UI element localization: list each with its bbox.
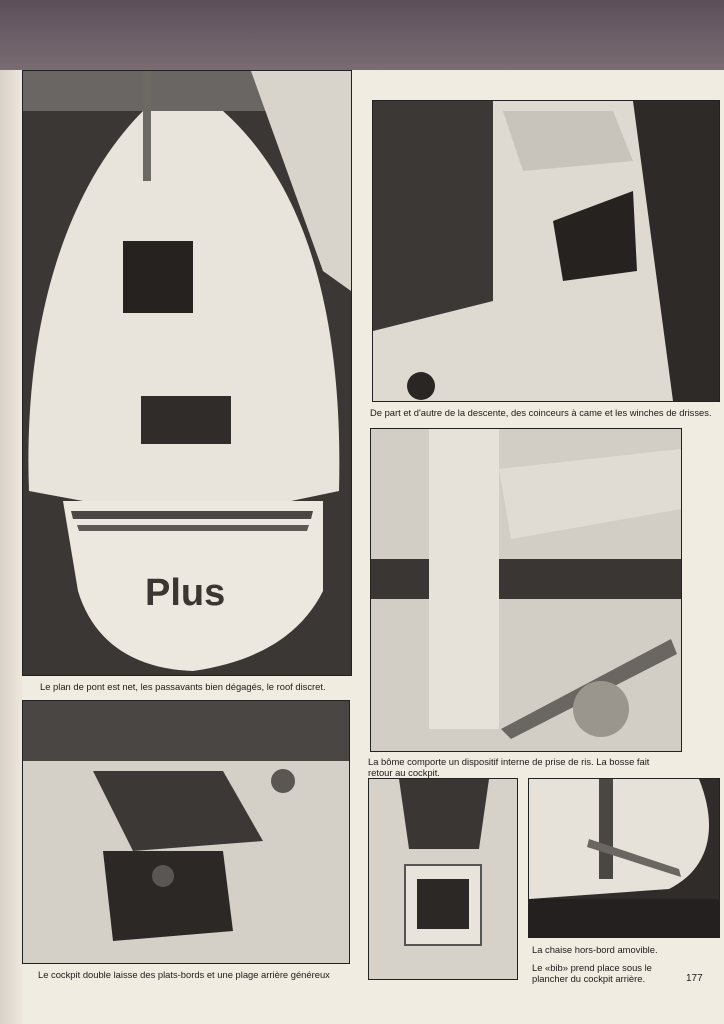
bib-image — [369, 779, 517, 979]
caption-cockpit: Le cockpit double laisse des plats-bords et une plage arrière généreux — [38, 969, 330, 980]
scan-background — [0, 0, 724, 70]
deck-plan-image — [23, 71, 351, 675]
photo-outboard-bracket — [528, 778, 720, 938]
previous-page-edge — [0, 70, 24, 1024]
caption-bib-line-1: Le «bib» prend place sous le — [532, 962, 652, 973]
magazine-page — [22, 70, 724, 1024]
hull-lettering: Plus — [145, 572, 226, 614]
photo-boom — [370, 428, 682, 752]
caption-boom-line-1: La bôme comporte un dispositif interne de prise de ris. La bosse fait — [368, 756, 650, 767]
photo-cockpit — [22, 700, 350, 964]
outboard-bracket-image — [529, 779, 719, 937]
caption-deck-plan: Le plan de pont est net, les passavants bien dégagés, le roof discret. — [40, 681, 326, 692]
cockpit-image — [23, 701, 349, 963]
page-number: 177 — [686, 973, 703, 984]
caption-outboard-bracket: La chaise hors-bord amovible. — [532, 944, 658, 955]
caption-boom-line-2: retour au cockpit. — [368, 767, 440, 778]
photo-deck-plan — [22, 70, 352, 676]
photo-coachroof — [372, 100, 720, 402]
caption-bib-line-2: plancher du cockpit arrière. — [532, 973, 646, 984]
caption-coachroof: De part et d'autre de la descente, des coinceurs à came et les winches de drisses. — [370, 407, 712, 418]
photo-bib — [368, 778, 518, 980]
boom-image — [371, 429, 681, 751]
coachroof-image — [373, 101, 719, 401]
